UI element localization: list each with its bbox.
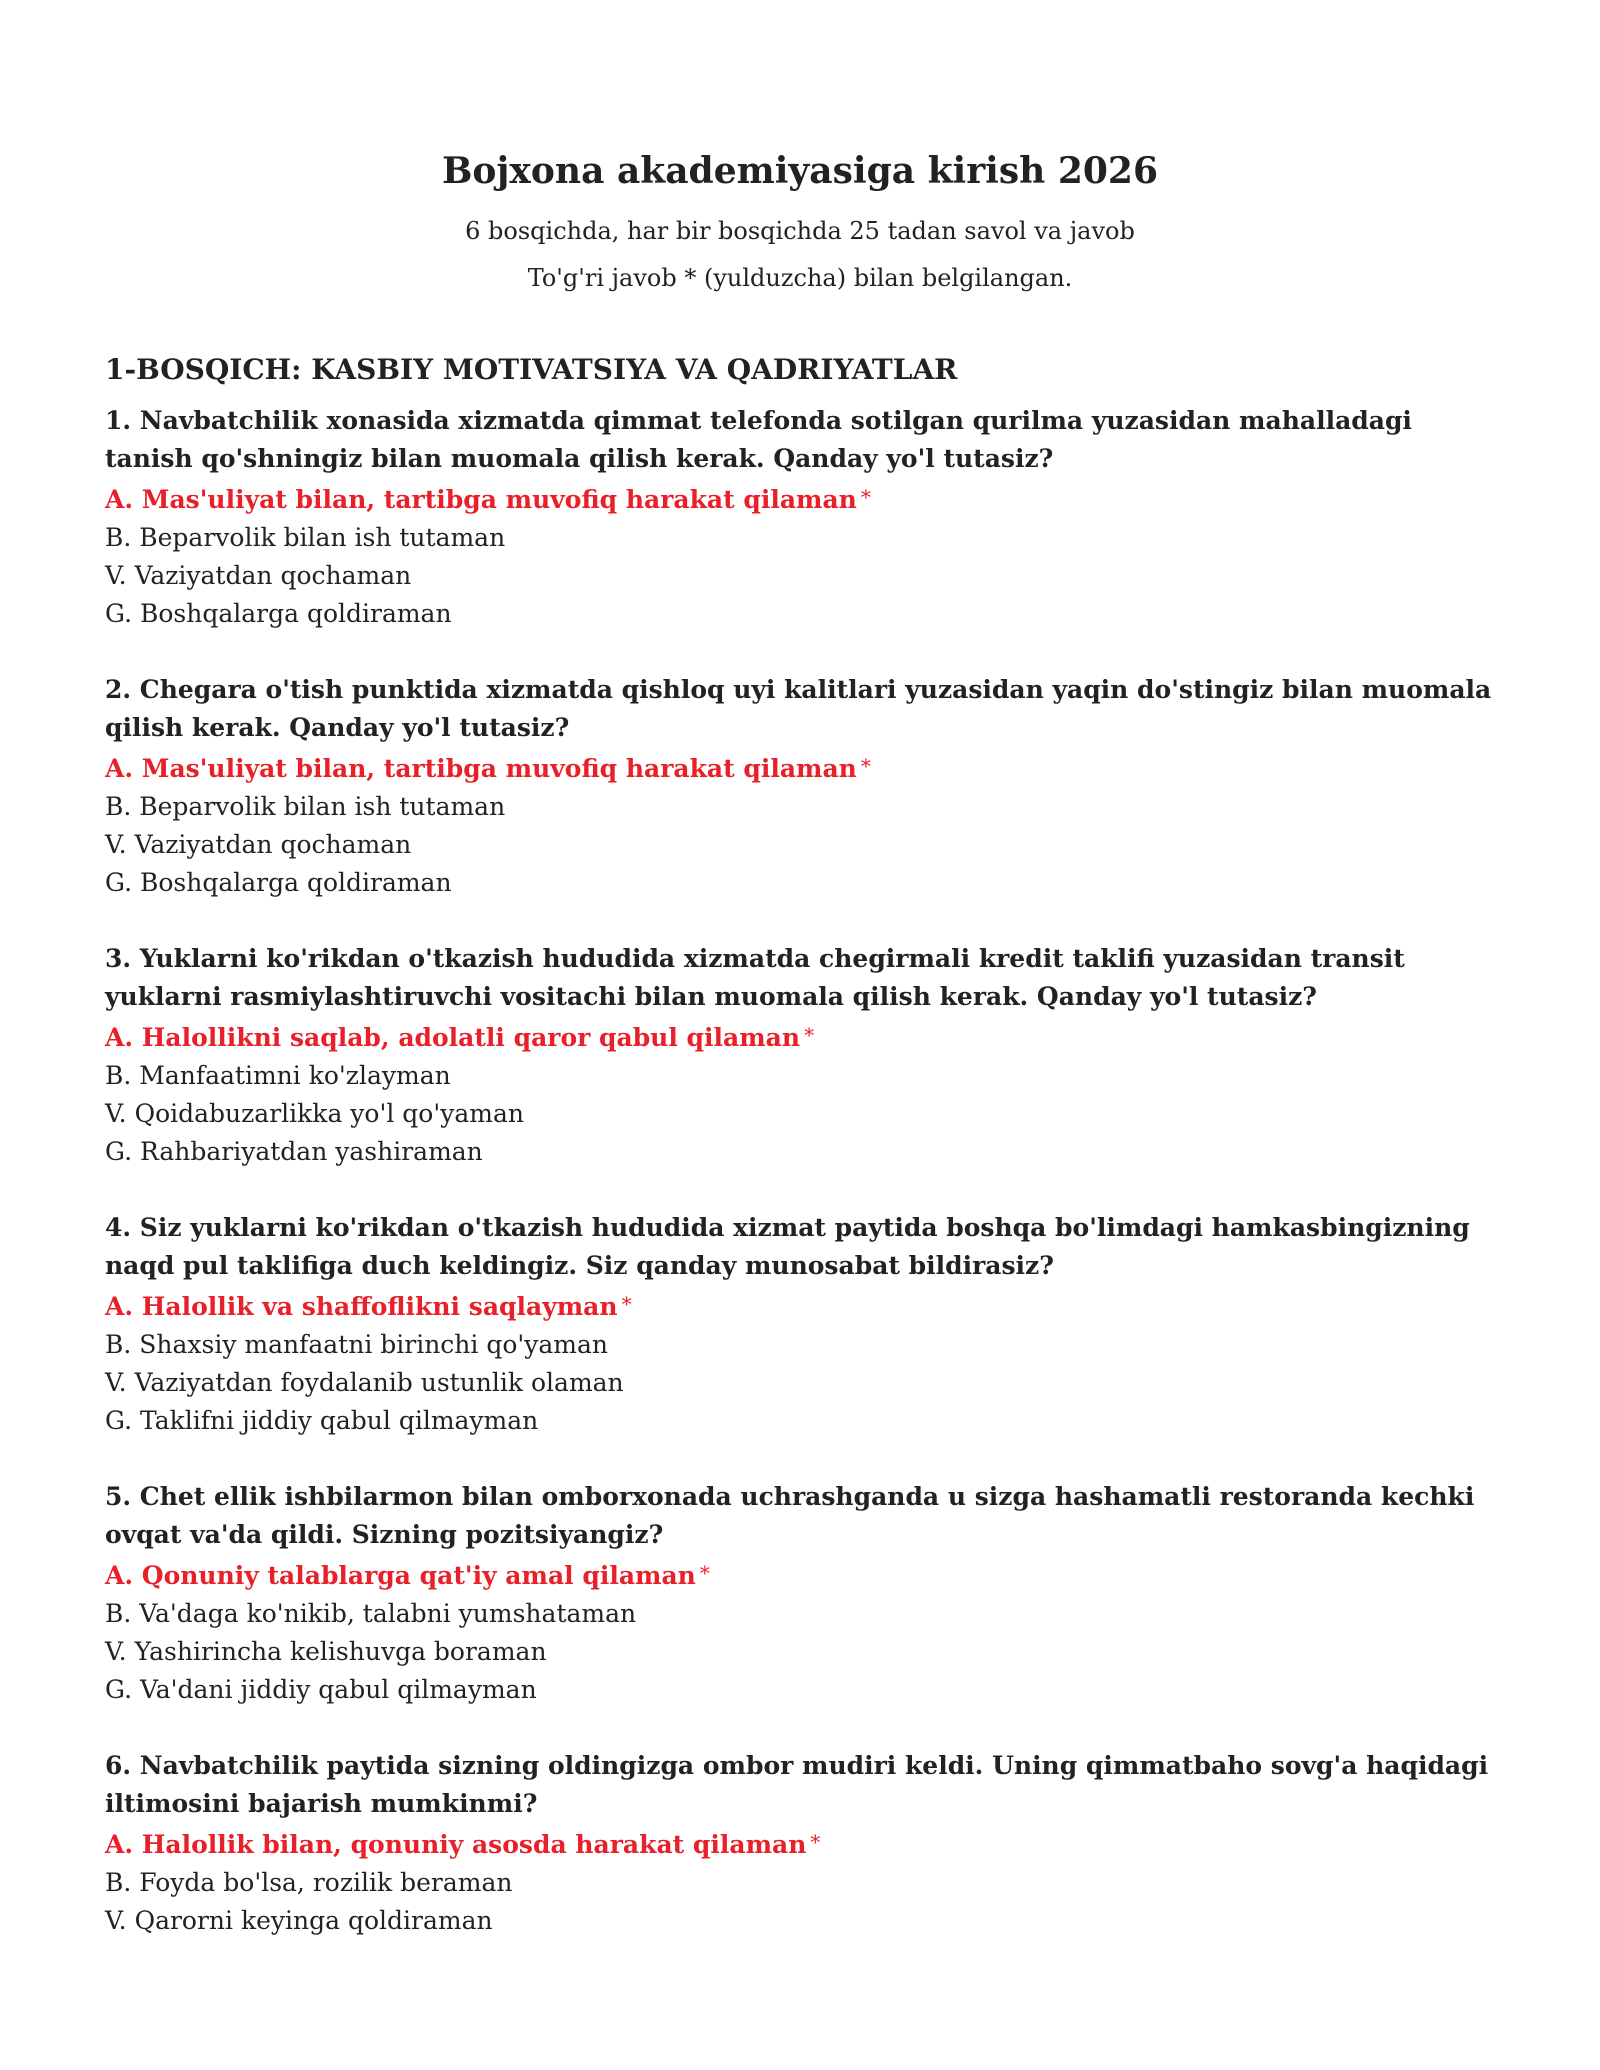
question-4 — [105, 1209, 1495, 1440]
answer-option-correct — [105, 1016, 1495, 1057]
answer-option-correct — [105, 1554, 1495, 1595]
question-text: 5. Chet ellik ishbilarmon bilan omborxonada uchrashganda u sizga hashamatli restoranda kechki ovqat va'da qildi. Sizning pozitsiyangiz? — [105, 1482, 1475, 1550]
answer-option: G. Rahbariyatdan yashiraman — [105, 1137, 483, 1167]
correct-mark: * — [810, 1830, 821, 1855]
option-label: A. Halollikni saqlab, adolatli qaror qabul qilaman — [105, 1023, 801, 1053]
answer-option: V. Yashirincha kelishuvga boraman — [105, 1637, 547, 1667]
answer-option-correct — [105, 1823, 1495, 1864]
answer-option: G. Boshqalarga qoldiraman — [105, 599, 452, 629]
option-label: A. Halollik bilan, qonuniy asosda harakat qilaman — [105, 1830, 807, 1860]
correct-mark: * — [804, 1023, 815, 1048]
answer-option: G. Boshqalarga qoldiraman — [105, 868, 452, 898]
answer-option: V. Qarorni keyinga qoldiraman — [105, 1906, 493, 1936]
correct-mark: * — [621, 1292, 632, 1317]
answer-option: V. Vaziyatdan qochaman — [105, 830, 412, 860]
question-text: 1. Navbatchilik xonasida xizmatda qimmat telefonda sotilgan qurilma yuzasidan mahalladagi tanish qo'shningiz bilan muomala qilish kerak. Qanday yo'l tutasiz? — [105, 406, 1412, 474]
question-1 — [105, 402, 1495, 633]
option-label: A. Qonuniy talablarga qat'iy amal qilaman — [105, 1561, 696, 1591]
answer-option-correct — [105, 1285, 1495, 1326]
question-6 — [105, 1747, 1495, 1940]
answer-option: B. Foyda bo'lsa, rozilik beraman — [105, 1868, 513, 1898]
answer-option: G. Taklifni jiddiy qabul qilmayman — [105, 1406, 539, 1436]
answer-option: B. Manfaatimni ko'zlayman — [105, 1061, 451, 1091]
answer-option: V. Vaziyatdan qochaman — [105, 561, 412, 591]
question-3 — [105, 940, 1495, 1171]
answer-option: B. Va'daga ko'nikib, talabni yumshataman — [105, 1599, 637, 1629]
answer-option: V. Vaziyatdan foydalanib ustunlik olaman — [105, 1368, 624, 1398]
question-text: 2. Chegara o'tish punktida xizmatda qishloq uyi kalitlari yuzasidan yaqin do'stingiz bilan muomala qilish kerak. Qanday yo'l tutasiz? — [105, 675, 1492, 743]
answer-option: B. Beparvolik bilan ish tutaman — [105, 523, 506, 553]
option-label: A. Halollik va shaffoflikni saqlayman — [105, 1292, 618, 1322]
question-5 — [105, 1478, 1495, 1709]
correct-mark: * — [860, 485, 871, 510]
document-note: To'g'ri javob * (yulduzcha) bilan belgilangan. — [527, 263, 1073, 292]
section-heading: 1-BOSQICH: KASBIY MOTIVATSIYA VA QADRIYATLAR — [105, 352, 958, 386]
question-text: 6. Navbatchilik paytida sizning oldingizga ombor mudiri keldi. Uning qimmatbaho sovg'a haqidagi iltimosini bajarish mumkinmi? — [105, 1751, 1489, 1819]
option-label: A. Mas'uliyat bilan, tartibga muvofiq harakat qilaman — [105, 754, 857, 784]
answer-option: V. Qoidabuzarlikka yo'l qo'yaman — [105, 1099, 524, 1129]
document-title: Bojxona akademiyasiga kirish 2026 — [441, 150, 1159, 192]
document-subtitle: 6 bosqichda, har bir bosqichda 25 tadan savol va javob — [465, 217, 1135, 246]
question-text: 4. Siz yuklarni ko'rikdan o'tkazish hududida xizmat paytida boshqa bo'limdagi hamkasbingizning naqd pul taklifiga duch keldingiz. Siz qanday munosabat bildirasiz? — [105, 1213, 1470, 1281]
answer-option: B. Beparvolik bilan ish tutaman — [105, 792, 506, 822]
correct-mark: * — [699, 1561, 710, 1586]
answer-option: G. Va'dani jiddiy qabul qilmayman — [105, 1675, 537, 1705]
question-2 — [105, 671, 1495, 902]
correct-mark: * — [860, 754, 871, 779]
question-list — [105, 402, 1495, 1940]
answer-option-correct — [105, 747, 1495, 788]
option-label: A. Mas'uliyat bilan, tartibga muvofiq harakat qilaman — [105, 485, 857, 515]
answer-option-correct — [105, 478, 1495, 519]
question-text: 3. Yuklarni ko'rikdan o'tkazish hududida xizmatda chegirmali kredit taklifi yuzasidan transit yuklarni rasmiylashtiruvchi vositachi bilan muomala qilish kerak. Qanday yo'l tutasiz? — [105, 944, 1405, 1012]
answer-option: B. Shaxsiy manfaatni birinchi qo'yaman — [105, 1330, 609, 1360]
